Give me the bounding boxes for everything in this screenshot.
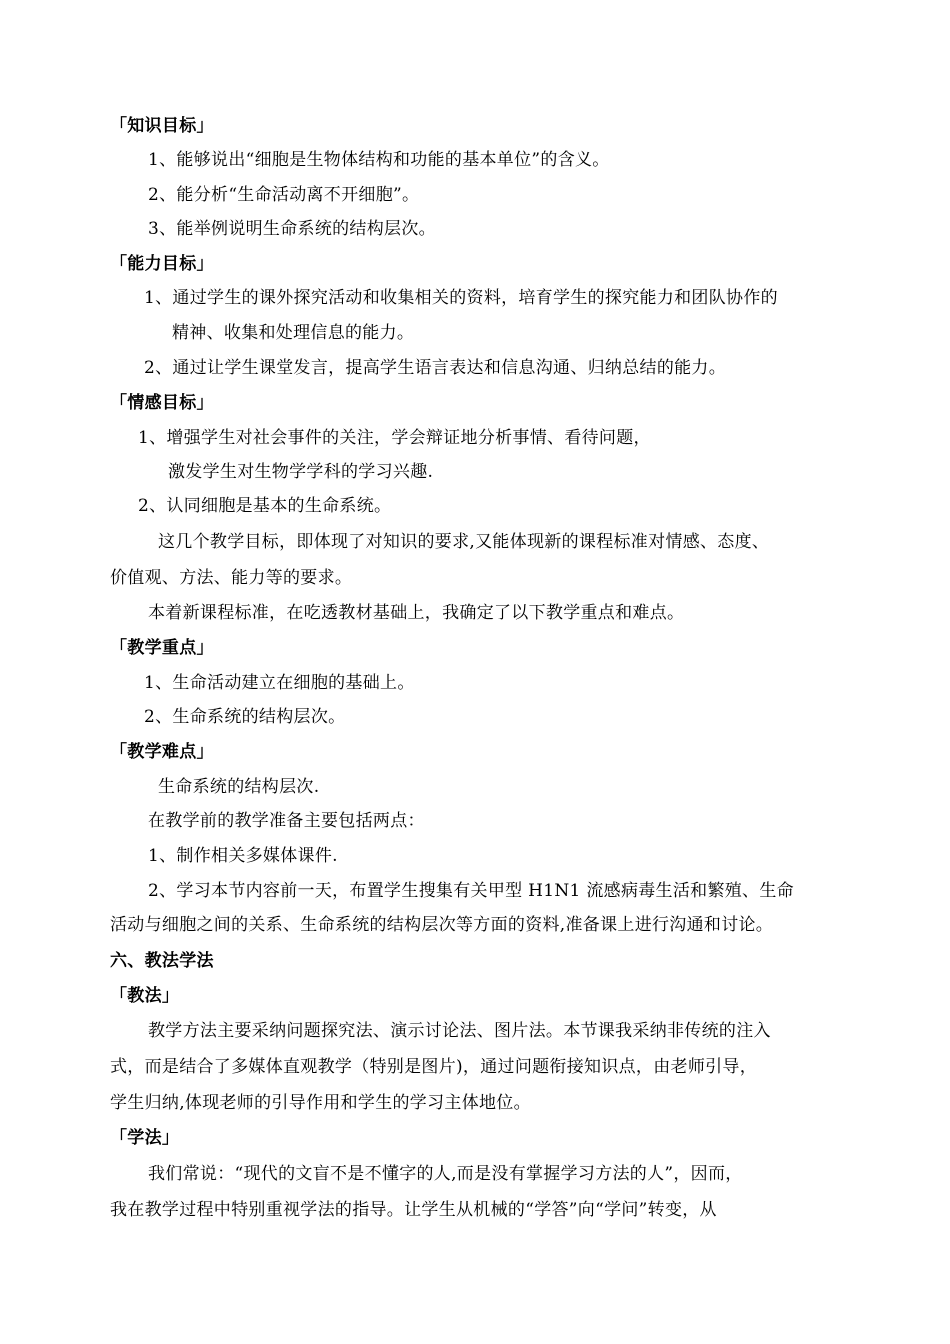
teaching-method-line2: 式，而是结合了多媒体直观教学（特别是图片)，通过问题衔接知识点，由老师引导， [110,1057,758,1077]
learning-method-line1: 我们常说：“现代的文盲不是不懂字的人,而是没有掌握学习方法的人”，因而， [148,1164,743,1184]
heading-key-points: 「教学重点」 [110,638,214,658]
emotion-goal-2: 2、认同细胞是基本的生命系统。 [138,496,392,516]
knowledge-goal-1: 1、能够说出“细胞是生物体结构和功能的基本单位”的含义。 [148,150,610,170]
heading-difficult-points: 「教学难点」 [110,742,214,762]
emotion-goal-1-line2: 激发学生对生物学学科的学习兴趣. [168,462,434,482]
learning-method-line2: 我在教学过程中特别重视学法的指导。让学生从机械的“学答”向“学问”转变，从 [110,1200,717,1220]
teaching-method-line3: 学生归纳,体现老师的引导作用和学生的学习主体地位。 [110,1093,531,1113]
ability-goal-1-line1: 1、通过学生的课外探究活动和收集相关的资料，培育学生的探究能力和团队协作的 [144,288,778,308]
knowledge-goal-3: 3、能举例说明生命系统的结构层次。 [148,219,436,239]
teaching-method-line1: 教学方法主要采纳问题探究法、演示讨论法、图片法。本节课我采纳非传统的注入 [148,1021,771,1041]
preparation-item-2-line2: 活动与细胞之间的关系、生命系统的结构层次等方面的资料,准备课上进行沟通和讨论。 [110,915,774,935]
paragraph-goals-summary-line2: 价值观、方法、能力等的要求。 [110,568,353,588]
paragraph-goals-summary-line1: 这几个教学目标，即体现了对知识的要求,又能体现新的课程标准对情感、态度、 [158,532,770,552]
heading-emotion-goals: 「情感目标」 [110,393,214,413]
difficult-point-1: 生命系统的结构层次. [158,777,320,797]
key-point-2: 2、生命系统的结构层次。 [144,707,346,727]
key-point-1: 1、生命活动建立在细胞的基础上。 [144,673,415,693]
preparation-intro: 在教学前的教学准备主要包括两点： [148,811,425,831]
heading-knowledge-goals: 「知识目标」 [110,116,214,136]
ability-goal-1-line2: 精神、收集和处理信息的能力。 [172,323,415,343]
knowledge-goal-2: 2、能分析“生命活动离不开细胞”。 [148,185,420,205]
paragraph-key-points-intro: 本着新课程标准，在吃透教材基础上，我确定了以下教学重点和难点。 [148,603,685,623]
section-heading-methods: 六、教法学法 [110,951,214,971]
ability-goal-2: 2、通过让学生课堂发言，提高学生语言表达和信息沟通、归纳总结的能力。 [144,358,727,378]
preparation-item-1: 1、制作相关多媒体课件. [148,846,338,866]
heading-ability-goals: 「能力目标」 [110,254,214,274]
heading-teaching-method: 「教法」 [110,986,180,1006]
preparation-item-2-line1: 2、学习本节内容前一天，布置学生搜集有关甲型 H1N1 流感病毒生活和繁殖、生命 [148,881,794,901]
heading-learning-method: 「学法」 [110,1128,180,1148]
emotion-goal-1-line1: 1、增强学生对社会事件的关注，学会辩证地分析事情、看待问题， [138,428,651,448]
